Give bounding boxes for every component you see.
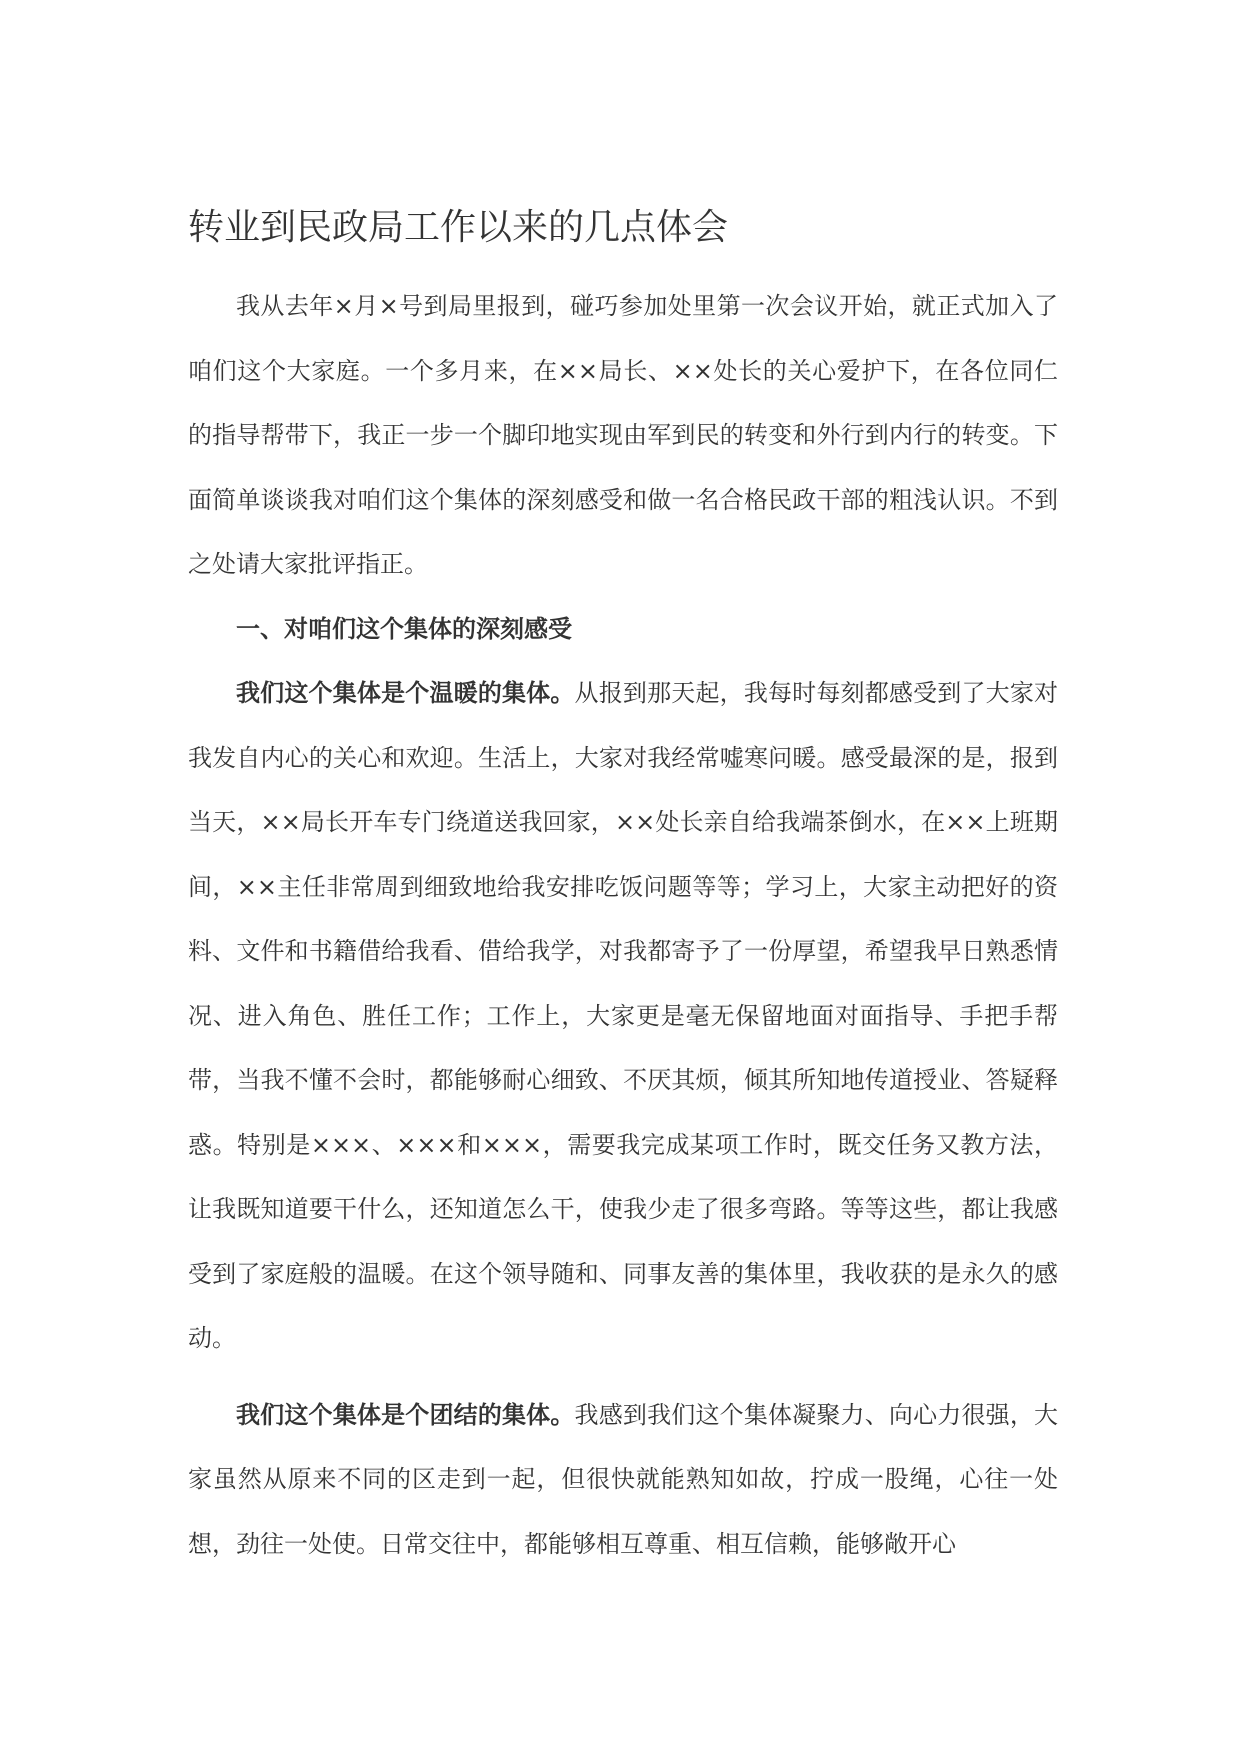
paragraph-body: 从报到那天起，我每时每刻都感受到了大家对我发自内心的关心和欢迎。生活上，大家对我经常嘘寒问暖。感受最深的是，报到当天，××局长开车专门绕道送我回家，××处长亲自给我端茶倒水，在××上班期间，××主任非常周到细致地给我安排吃饭问题等等；学习上，大家主动把好的资料、文件和书籍借给我看、借给我学，对我都寄予了一份厚望，希望我早日熟悉情况、进入角色、胜任工作；工作上，大家更是毫无保留地面对面指导、手把手帮带，当我不懂不会时，都能够耐心细致、不厌其烦，倾其所知地传道授业、答疑释惑。特别是×××、×××和×××，需要我完成某项工作时，既交任务又教方法，让我既知道要干什么，还知道怎么干，使我少走了很多弯路。等等这些，都让我感受到了家庭般的温暖。在这个领导随和、同事友善的集体里，我收获的是永久的感动。 bbox=[188, 679, 1059, 1352]
paragraph-united-collective bbox=[188, 1383, 1058, 1577]
document-body bbox=[188, 200, 1058, 1576]
paragraph-lead: 我们这个集体是个温暖的集体。 bbox=[236, 679, 575, 707]
intro-paragraph: 我从去年×月×号到局里报到，碰巧参加处里第一次会议开始，就正式加入了咱们这个大家庭。一个多月来，在××局长、××处长的关心爱护下，在各位同仁的指导帮带下，我正一步一个脚印地实现由军到民的转变和外行到内行的转变。下面简单谈谈我对咱们这个集体的深刻感受和做一名合格民政干部的粗浅认识。不到之处请大家批评指正。 bbox=[188, 292, 1058, 578]
document-title: 转业到民政局工作以来的几点体会 bbox=[188, 207, 729, 248]
paragraph-lead: 我们这个集体是个团结的集体。 bbox=[236, 1400, 575, 1429]
paragraph-body: 我感到我们这个集体凝聚力、向心力很强，大家虽然从原来不同的区走到一起，但很快就能熟知如故，拧成一股绳，心往一处想，劲往一处使。日常交往中，都能够相互尊重、相互信赖，能够敞开心 bbox=[188, 1400, 1059, 1558]
section-heading: 一、对咱们这个集体的深刻感受 bbox=[236, 614, 572, 643]
paragraph-spacer bbox=[188, 1371, 1058, 1383]
paragraph-warm-collective bbox=[188, 661, 1058, 1371]
